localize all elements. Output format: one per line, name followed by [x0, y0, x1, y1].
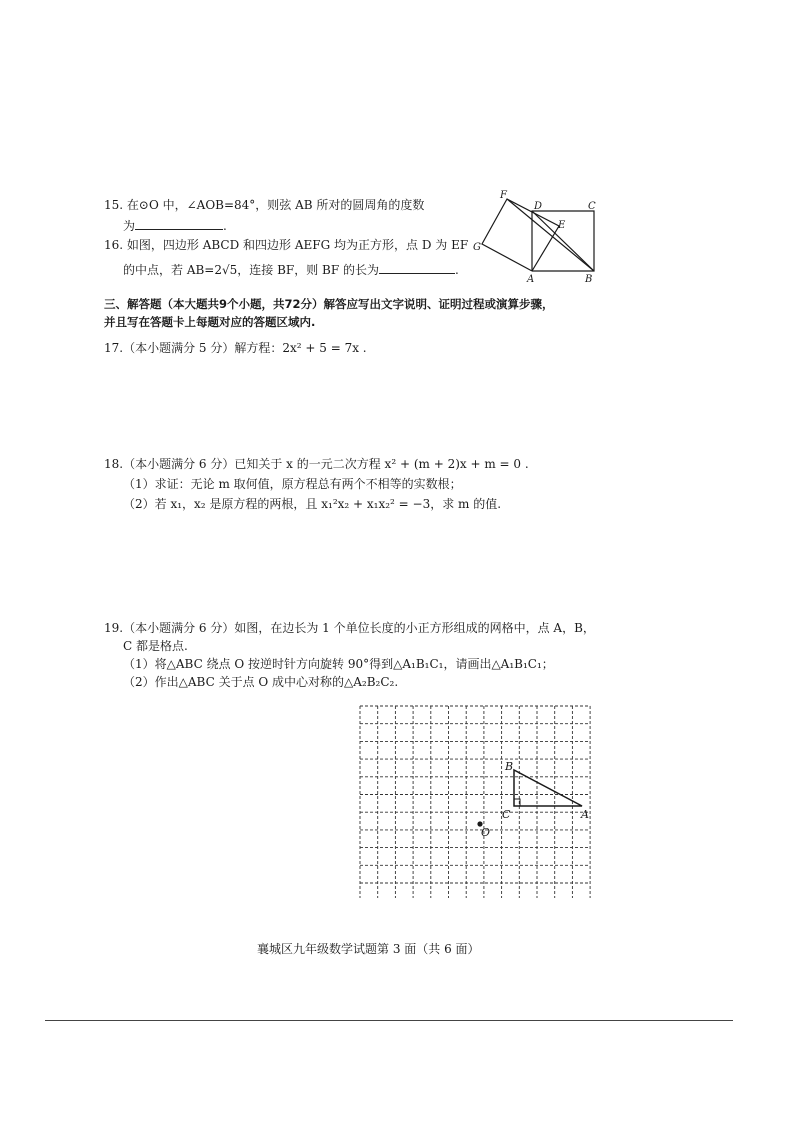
- q18-line3: （2）若 x₁，x₂ 是原方程的两根，且 x₁²x₂ + x₁x₂² = −3，求 m 的值.: [123, 497, 502, 511]
- q15-answer-blank: [135, 217, 223, 230]
- label-C: C: [588, 201, 596, 212]
- q16-sqrt: √5: [222, 263, 238, 277]
- label-G: G: [473, 242, 481, 253]
- section3-header-line2: 并且写在答题卡上每题对应的答题区域内.: [104, 315, 316, 329]
- q15-prefix: 为: [123, 219, 136, 233]
- q16-text-b: ，连接 BF，则 BF 的长为: [237, 263, 380, 277]
- q16-suffix: .: [455, 263, 459, 277]
- q15-line2: [123, 217, 227, 234]
- triangle-abc: [514, 770, 582, 806]
- bottom-rule: [45, 1020, 733, 1021]
- label-F: F: [500, 190, 507, 201]
- q16-answer-blank: [379, 261, 455, 274]
- q15-suffix: .: [223, 219, 227, 233]
- label-A: A: [527, 274, 535, 284]
- q16-text-a: 的中点，若 AB=2: [123, 263, 222, 277]
- q17-text: 17.（本小题满分 5 分）解方程：2x² + 5 = 7x .: [104, 341, 367, 355]
- label-D: D: [534, 201, 543, 212]
- grid-label-C: C: [502, 808, 511, 821]
- q19-line3: （1）将△ABC 绕点 O 按逆时针方向旋转 90°得到△A₁B₁C₁，请画出△A₁B₁C₁；: [123, 657, 554, 671]
- q19-line4: （2）作出△ABC 关于点 O 成中心对称的△A₂B₂C₂.: [123, 675, 399, 689]
- q18-line2: （1）求证：无论 m 取何值，原方程总有两个不相等的实数根；: [123, 477, 462, 491]
- q15-line1: 15. 在⊙O 中，∠AOB=84°，则弦 AB 所对的圆周角的度数: [104, 198, 425, 212]
- q19-line2: C 都是格点.: [123, 639, 188, 653]
- q19-grid-figure: [356, 700, 604, 898]
- q16-geometry-figure: [470, 188, 600, 284]
- q19-line1: 19.（本小题满分 6 分）如图，在边长为 1 个单位长度的小正方形组成的网格中，点 A，B，: [104, 621, 595, 635]
- segment-fb: [507, 199, 594, 271]
- q16-line1: 16. 如图，四边形 ABCD 和四边形 AEFG 均为正方形，点 D 为 EF: [104, 238, 469, 252]
- grid-label-O: O: [481, 826, 491, 839]
- q16-line2: [123, 261, 459, 278]
- q18-line1: 18.（本小题满分 6 分）已知关于 x 的一元二次方程 x² + (m + 2)x + m = 0 .: [104, 457, 529, 471]
- grid-label-A: A: [581, 808, 589, 821]
- label-B: B: [585, 274, 593, 284]
- dashed-grid: [360, 706, 590, 898]
- grid-label-B: B: [505, 760, 514, 773]
- section3-header-line1: 三、解答题（本大题共9个小题，共72分）解答应写出文字说明、证明过程或演算步骤，: [104, 297, 554, 311]
- label-E: E: [558, 220, 566, 231]
- page-footer: 襄城区九年级数学试题第 3 面（共 6 面）: [257, 942, 480, 956]
